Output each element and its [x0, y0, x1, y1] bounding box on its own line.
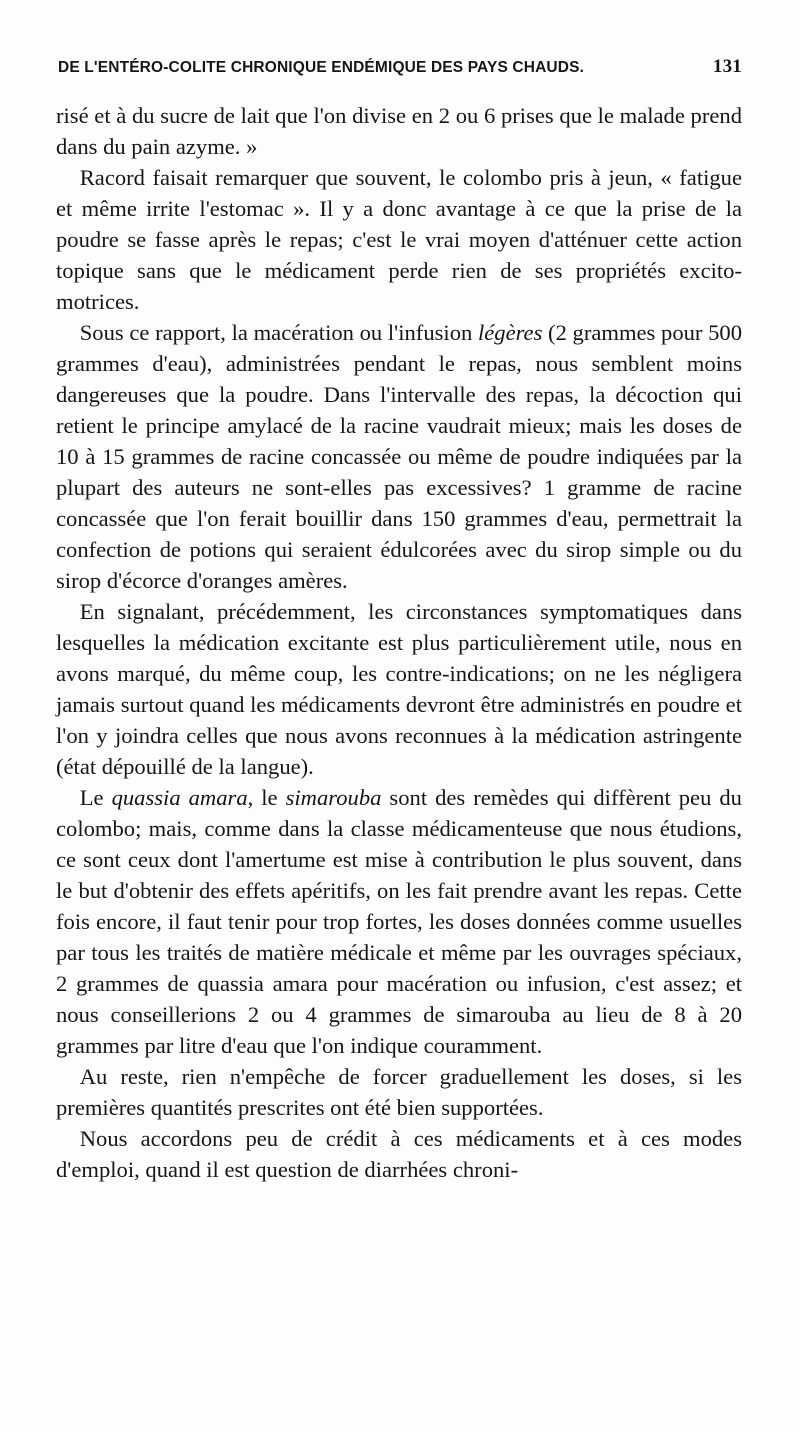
running-head — [58, 56, 742, 86]
text-segment: Au reste, rien n'empêche de forcer graduellement les doses, si les premières quantités prescrites ont été bien supportées. — [56, 1064, 742, 1120]
text-segment: , le — [247, 785, 286, 810]
text-segment: sont des remèdes qui diffèrent peu du colombo; mais, comme dans la classe médicamenteuse que nous étudions, ce sont ceux dont l'amertume est mise à contribution le plus souvent, dans le but d'obtenir des effets apéritifs, on les fait prendre avant les repas. Cette fois encore, il faut tenir pour trop fortes, les doses données comme usuelles par tous les traités de matière médicale et même par les ouvrages spéciaux, 2 grammes de quassia amara pour macération ou infusion, c'est assez; et nous conseillerions 2 ou 4 grammes de simarouba au lieu de 8 à 20 grammes par litre d'eau que l'on indique couramment. — [56, 785, 742, 1058]
paragraph-3 — [56, 317, 742, 596]
paragraph-1 — [56, 100, 742, 162]
paragraph-4 — [56, 596, 742, 782]
page-number: 131 — [712, 56, 742, 77]
running-head-title: DE L'ENTÉRO-COLITE CHRONIQUE ENDÉMIQUE DES PAYS CHAUDS. — [58, 59, 585, 76]
body-text — [56, 100, 742, 1185]
italic-term-quassia: quassia amara — [111, 785, 248, 810]
text-segment: Racord faisait remarquer que souvent, le colombo pris à jeun, « fatigue et même irrite l'estomac ». Il y a donc avantage à ce que la prise de la poudre se fasse après le repas; c'est le vrai moyen d'atténuer cette action topique sans que le médicament perde rien de ses propriétés excito-motrices. — [56, 165, 742, 314]
text-segment: Le — [79, 785, 112, 810]
text-segment: (2 grammes pour 500 grammes d'eau), administrées pendant le repas, nous semblent moins dangereuses que la poudre. Dans l'intervalle des repas, la décoction qui retient le principe amylacé de la racine vaudrait mieux; mais les doses de 10 à 15 grammes de racine concassée ou même de poudre indiquées par la plupart des auteurs ne sont-elles pas excessives? 1 gramme de racine concassée que l'on ferait bouillir dans 150 grammes d'eau, permettrait la confection de potions qui seraient édulcorées avec du sirop simple ou du sirop d'écorce d'oranges amères. — [56, 320, 742, 593]
text-segment: En signalant, précédemment, les circonstances symptomatiques dans lesquelles la médication excitante est plus particulièrement utile, nous en avons marqué, du même coup, les contre-indications; on ne les négligera jamais surtout quand les médicaments devront être administrés en poudre et l'on y joindra celles que nous avons reconnues à la médication astringente (état dépouillé de la langue). — [56, 599, 742, 779]
paragraph-7 — [56, 1123, 742, 1185]
italic-term-simarouba: simarouba — [285, 785, 382, 810]
paragraph-2 — [56, 162, 742, 317]
italic-term: légères — [477, 320, 543, 345]
book-page — [56, 56, 742, 1185]
text-segment: Sous ce rapport, la macération ou l'infusion — [79, 320, 478, 345]
paragraph-5 — [56, 782, 742, 1061]
text-segment: Nous accordons peu de crédit à ces médicaments et à ces modes d'emploi, quand il est question de diarrhées chroni- — [56, 1126, 742, 1182]
text-segment: risé et à du sucre de lait que l'on divise en 2 ou 6 prises que le malade prend dans du pain azyme. » — [56, 103, 742, 159]
paragraph-6 — [56, 1061, 742, 1123]
